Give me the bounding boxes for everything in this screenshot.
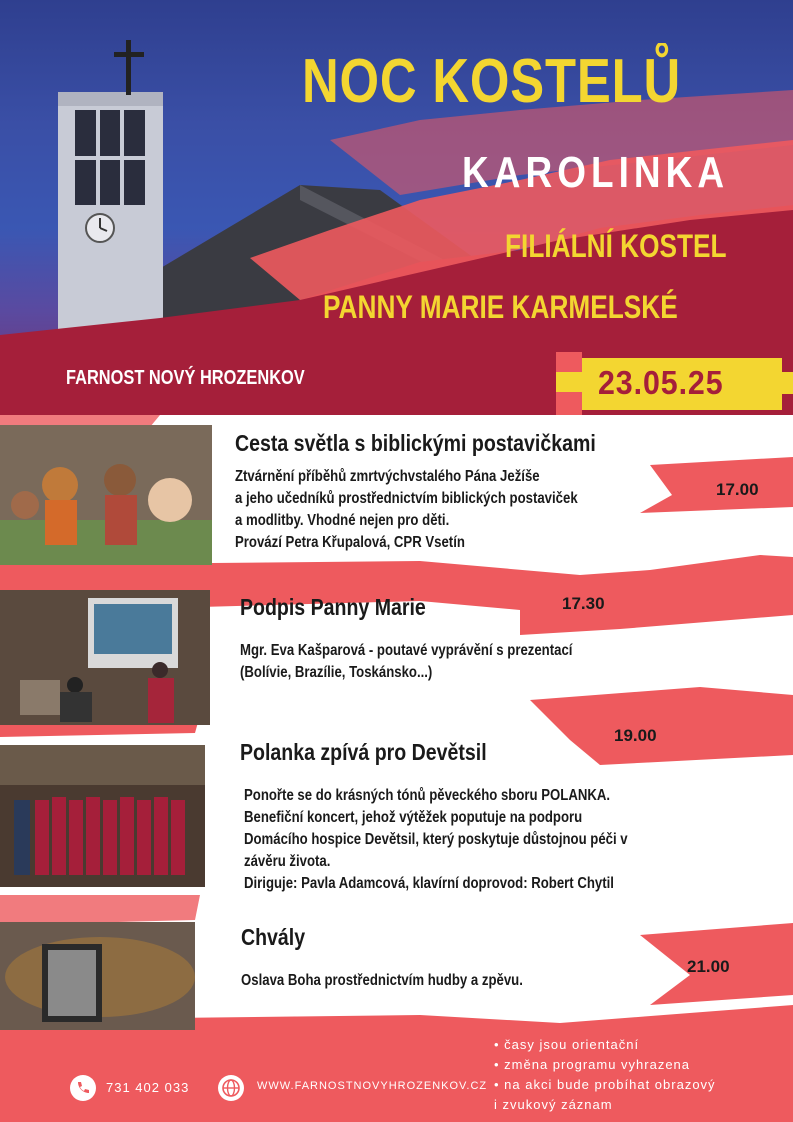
globe-icon bbox=[218, 1075, 244, 1101]
event-time: 17.00 bbox=[716, 480, 759, 499]
event-photo-figures bbox=[0, 425, 212, 565]
event-description: Oslava Boha prostřednictvím hudby a zpěvu. bbox=[241, 972, 523, 989]
note-item: • časy jsou orientační bbox=[494, 1037, 640, 1052]
event-time: 17.30 bbox=[562, 594, 605, 613]
event-time: 21.00 bbox=[687, 957, 730, 976]
event-title: Polanka zpívá pro Devětsil bbox=[240, 739, 487, 765]
phone-icon bbox=[70, 1075, 96, 1101]
note-item: • na akci bude probíhat obrazový bbox=[494, 1077, 716, 1092]
church-line-1: FILIÁLNÍ KOSTEL bbox=[505, 228, 727, 264]
page-title: NOC KOSTELŮ bbox=[302, 47, 682, 116]
note-item: i zvukový záznam bbox=[494, 1097, 613, 1112]
event-title: Chvály bbox=[241, 924, 306, 950]
event-time: 19.00 bbox=[614, 726, 657, 745]
church-line-2: PANNY MARIE KARMELSKÉ bbox=[323, 289, 678, 325]
event-title: Podpis Panny Marie bbox=[240, 594, 426, 620]
event-title: Cesta světla s biblickými postavičkami bbox=[235, 430, 596, 456]
event-description: Ponořte se do krásných tónů pěveckého sboru POLANKA. Benefiční koncert, jehož výtěžek poputuje na podporu Domácího hospice Devětsil, který poskytuje důstojnou péči v závěru života. Diriguje: Pavla Adamcová, klavírní doprovod: Robert Chytil bbox=[244, 787, 628, 892]
event-date: 23.05.25 bbox=[598, 364, 724, 401]
event-photo-choir bbox=[0, 745, 205, 887]
event-photo-worship bbox=[0, 922, 195, 1030]
event-description: Ztvárnění příběhů zmrtvýchvstalého Pána Ježíše a jeho učedníků prostřednictvím biblických postaviček a modlitby. Vhodné nejen pro děti. Provází Petra Křupalová, CPR Vsetín bbox=[235, 468, 578, 551]
notes-list bbox=[494, 1035, 784, 1115]
parish-name: FARNOST NOVÝ HROZENKOV bbox=[66, 367, 305, 389]
website-link[interactable]: WWW.FARNOSTNOVYHROZENKOV.CZ bbox=[257, 1080, 488, 1092]
header-hero bbox=[0, 0, 793, 415]
phone-number[interactable]: 731 402 033 bbox=[106, 1080, 190, 1095]
note-item: • změna programu vyhrazena bbox=[494, 1057, 691, 1072]
event-description: Mgr. Eva Kašparová - poutavé vyprávění s prezentací (Bolívie, Brazílie, Toskánsko...) bbox=[240, 642, 573, 681]
place-name: KAROLINKA bbox=[462, 148, 730, 197]
event-photo-presentation bbox=[0, 590, 210, 725]
